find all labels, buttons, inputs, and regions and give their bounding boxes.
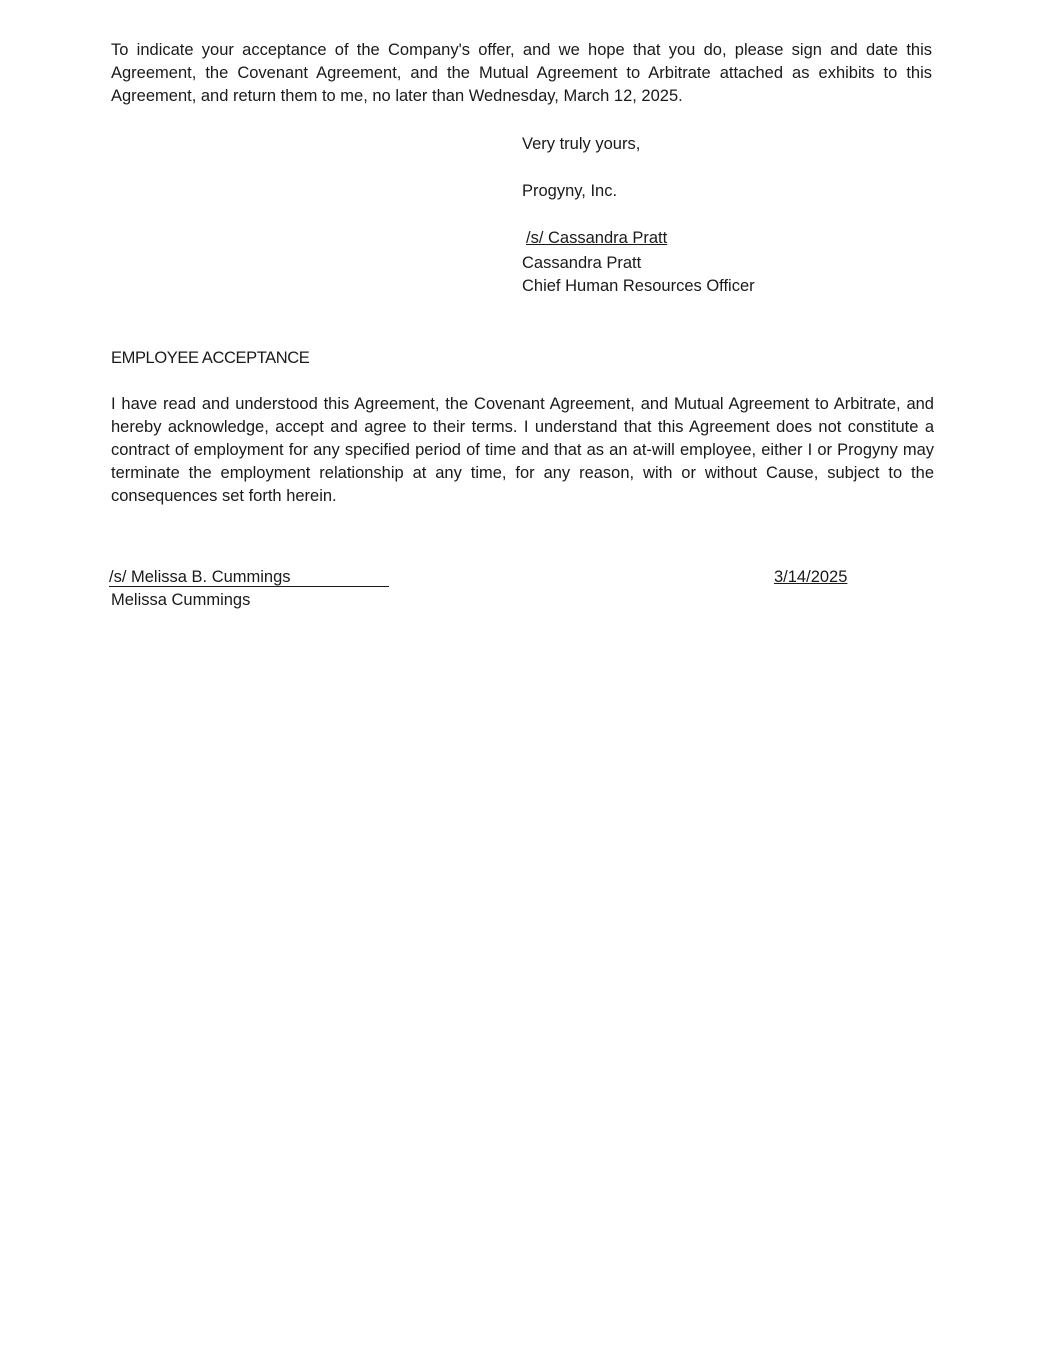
employee-signature: /s/ Melissa B. Cummings	[109, 568, 291, 586]
company-signature: /s/ Cassandra Pratt	[526, 229, 668, 247]
employee-acceptance-paragraph: I have read and understood this Agreement, the Covenant Agreement, and Mutual Agreement to Arbitrate, and hereby acknowledge, accept and agree to their terms. I understand that this Agreement does not constitute a contract of employment for any specified period of time and that as an at-will employee, either I or Progyny may terminate the employment relationship at any time, for any reason, with or without Cause, subject to the consequences set forth herein.	[111, 395, 934, 505]
signature-date: 3/14/2025	[774, 568, 848, 586]
company-name: Progyny, Inc.	[522, 182, 618, 200]
intro-paragraph: To indicate your acceptance of the Company's offer, and we hope that you do, please sign and date this Agreement, the Covenant Agreement, and the Mutual Agreement to Arbitrate attached as exhibits to this Agreement, and return them to me, no later than Wednesday, March 12, 2025.	[111, 41, 932, 105]
employee-name: Melissa Cummings	[111, 591, 251, 609]
valediction: Very truly yours,	[522, 135, 641, 153]
company-signer-title: Chief Human Resources Officer	[522, 277, 755, 295]
company-signer-name: Cassandra Pratt	[522, 254, 642, 272]
employee-signature-line	[109, 566, 389, 587]
employee-acceptance-heading: EMPLOYEE ACCEPTANCE	[111, 349, 310, 367]
